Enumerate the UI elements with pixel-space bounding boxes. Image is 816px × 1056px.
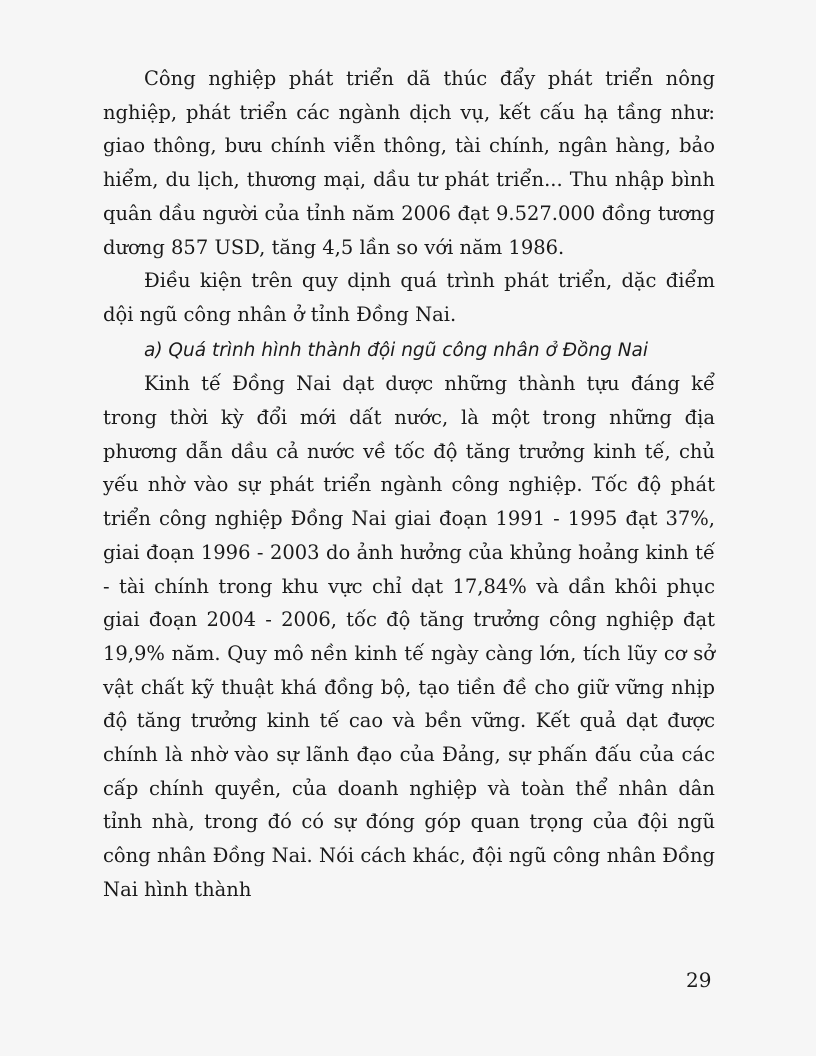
section-heading: a) Quá trình hình thành đội ngũ công nhân ở Đồng Nai: [144, 339, 649, 361]
body-text: [103, 62, 715, 907]
page-number: 29: [686, 968, 712, 992]
paragraph-industry-development: Công nghiệp phát triển dã thúc đẩy phát triển nông nghiệp, phát triển các ngành dịch vụ, kết cấu hạ tầng như: giao thông, bưu chính viễn thông, tài chính, ngân hàng, bảo hiểm, du lịch, thương mại, dầu tư phát triển... Thu nhập bình quân dầu người của tỉnh năm 2006 đạt 9.527.000 đồng tương dương 857 USD, tăng 4,5 lần so với năm 1986.: [103, 67, 715, 259]
paragraph-conditions: Điều kiện trên quy dịnh quá trình phát triển, dặc điểm dội ngũ công nhân ở tỉnh Đồng Nai.: [103, 269, 715, 326]
paragraph-economy: Kinh tế Đồng Nai dạt dược những thành tựu đáng kể trong thời kỳ đổi mới dất nước, là một trong những địa phương dẫn dầu cả nước về tốc độ tăng trưởng kinh tế, chủ yếu nhờ vào sự phát triển ngành công nghiệp. Tốc độ phát triển công nghiệp Đồng Nai giai đoạn 1991 - 1995 đạt 37%, giai đoạn 1996 - 2003 do ảnh hưởng của khủng hoảng kinh tế - tài chính trong khu vực chỉ dạt 17,84% và dần khôi phục giai đoạn 2004 - 2006, tốc độ tăng trưởng công nghiệp đạt 19,9% năm. Quy mô nền kinh tế ngày càng lớn, tích lũy cơ sở vật chất kỹ thuật khá đồng bộ, tạo tiền đề cho giữ vững nhịp độ tăng trưởng kinh tế cao và bền vững. Kết quả dạt được chính là nhờ vào sự lãnh đạo của Đảng, sự phấn đấu của các cấp chính quyền, của doanh nghiệp và toàn thể nhân dân tỉnh nhà, trong đó có sự đóng góp quan trọng của đội ngũ công nhân Đồng Nai. Nói cách khác, đội ngũ công nhân Đồng Nai hình thành: [103, 372, 715, 901]
